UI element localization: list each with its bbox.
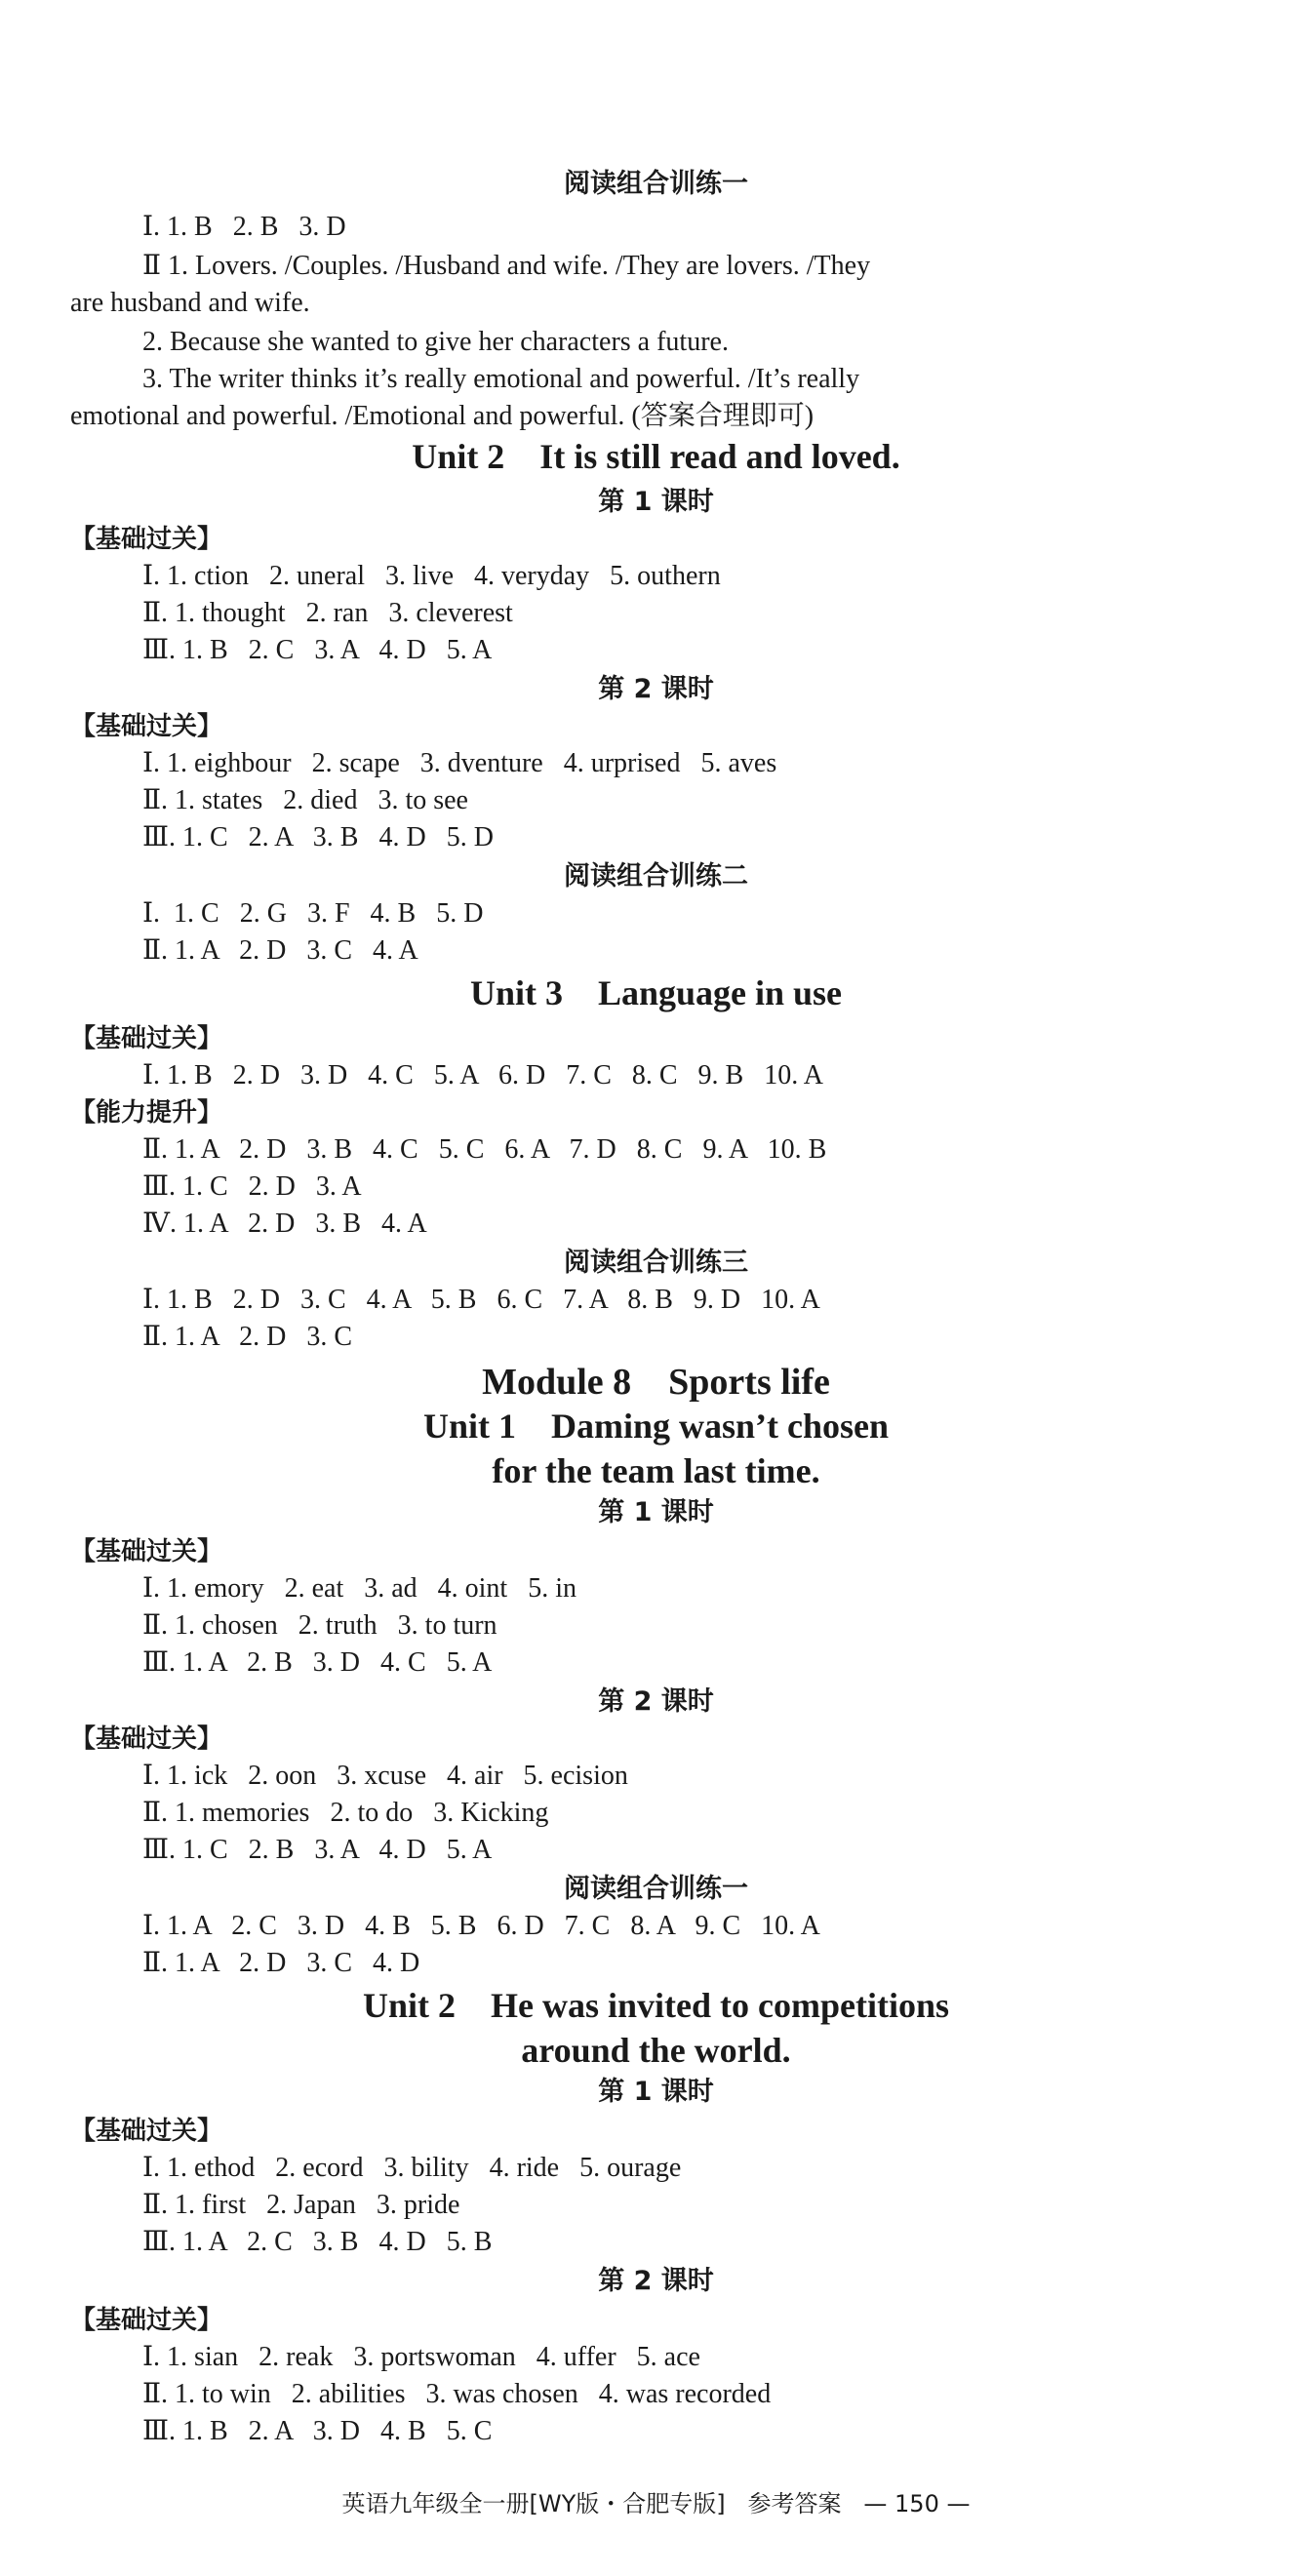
answer-line: Ⅰ. 1. ction 2. uneral 3. live 4. veryday 5. outhern	[142, 561, 721, 591]
answer-line: Ⅲ. 1. A 2. C 3. B 4. D 5. B	[142, 2227, 493, 2257]
answer-line: Ⅲ. 1. A 2. B 3. D 4. C 5. A	[142, 1647, 493, 1678]
category-label: 【基础过关】	[70, 1724, 223, 1754]
page-footer: 英语九年级全一册[WY版・合肥专版] 参考答案 — 150 —	[341, 2490, 971, 2517]
answer-line: Ⅰ. 1. sian 2. reak 3. portswoman 4. uffer 5. ace	[142, 2342, 700, 2372]
answer-line: Ⅲ. 1. C 2. B 3. A 4. D 5. A	[142, 1835, 493, 1865]
category-label: 【基础过关】	[70, 525, 223, 554]
section-heading: Module 8 Sports life	[482, 1362, 830, 1403]
answer-line: Ⅰ. 1. ethod 2. ecord 3. bility 4. ride 5. ourage	[142, 2153, 682, 2183]
answer-line: 3. The writer thinks it’s really emotional and powerful. /It’s really	[142, 364, 860, 394]
category-label: 【基础过关】	[70, 1024, 223, 1053]
answer-line: Ⅲ. 1. B 2. C 3. A 4. D 5. A	[142, 635, 493, 665]
answer-line: Ⅱ. 1. to win 2. abilities 3. was chosen 4. was recorded	[142, 2379, 772, 2409]
answer-line: Ⅱ. 1. thought 2. ran 3. cleverest	[142, 598, 513, 628]
subsection-heading: 第 2 课时	[598, 2266, 714, 2296]
section-heading: Unit 2 It is still read and loved.	[412, 437, 900, 476]
category-label: 【能力提升】	[70, 1098, 223, 1128]
category-label: 【基础过关】	[70, 712, 223, 741]
answer-line: Ⅱ. 1. chosen 2. truth 3. to turn	[142, 1610, 497, 1641]
answer-line: Ⅰ. 1. B 2. D 3. C 4. A 5. B 6. C 7. A 8. B 9. D 10. A	[142, 1285, 820, 1315]
answer-line: Ⅰ. 1. emory 2. eat 3. ad 4. oint 5. in	[142, 1573, 576, 1604]
answer-line: emotional and powerful. /Emotional and powerful. (答案合理即可)	[70, 401, 815, 431]
answer-line: Ⅱ 1. Lovers. /Couples. /Husband and wife. /They are lovers. /They	[142, 251, 871, 281]
answer-line: Ⅱ. 1. A 2. D 3. C 4. D	[142, 1948, 420, 1978]
subsection-heading: 第 2 课时	[598, 674, 714, 704]
answer-line: are husband and wife.	[70, 288, 310, 318]
answer-line: Ⅱ. 1. A 2. D 3. B 4. C 5. C 6. A 7. D 8. C 9. A 10. B	[142, 1134, 827, 1165]
category-label: 【基础过关】	[70, 2306, 223, 2335]
subsection-heading: 第 1 课时	[598, 487, 714, 517]
section-heading: around the world.	[521, 2031, 791, 2070]
answer-line: Ⅱ. 1. A 2. D 3. C 4. A	[142, 935, 418, 966]
answer-line: Ⅱ. 1. A 2. D 3. C	[142, 1322, 353, 1352]
answer-line: Ⅰ. 1. eighbour 2. scape 3. dventure 4. urprised 5. aves	[142, 748, 777, 778]
category-label: 【基础过关】	[70, 1537, 223, 1566]
answer-line: Ⅳ. 1. A 2. D 3. B 4. A	[142, 1209, 427, 1239]
answer-line: Ⅰ. 1. B 2. D 3. D 4. C 5. A 6. D 7. C 8. C 9. B 10. A	[142, 1060, 823, 1090]
answer-line: Ⅰ. 1. C 2. G 3. F 4. B 5. D	[142, 898, 484, 929]
answer-line: Ⅱ. 1. memories 2. to do 3. Kicking	[142, 1798, 549, 1828]
subsection-heading: 阅读组合训练一	[564, 169, 748, 199]
subsection-heading: 第 1 课时	[598, 2077, 714, 2107]
answer-line: Ⅰ. 1. ick 2. oon 3. xcuse 4. air 5. ecision	[142, 1761, 628, 1791]
subsection-heading: 第 2 课时	[598, 1686, 714, 1717]
section-heading: Unit 3 Language in use	[469, 973, 843, 1012]
section-heading: for the team last time.	[492, 1451, 820, 1490]
answer-line: Ⅱ. 1. states 2. died 3. to see	[142, 785, 468, 815]
answer-line: Ⅲ. 1. C 2. D 3. A	[142, 1171, 362, 1202]
answer-line: 2. Because she wanted to give her characters a future.	[142, 327, 729, 357]
answer-line: Ⅰ. 1. B 2. B 3. D	[142, 212, 346, 242]
subsection-heading: 第 1 课时	[598, 1497, 714, 1527]
answer-line: Ⅱ. 1. first 2. Japan 3. pride	[142, 2190, 460, 2220]
answer-line: Ⅲ. 1. C 2. A 3. B 4. D 5. D	[142, 822, 494, 852]
answer-line: Ⅰ. 1. A 2. C 3. D 4. B 5. B 6. D 7. C 8. A 9. C 10. A	[142, 1911, 820, 1941]
category-label: 【基础过关】	[70, 2117, 223, 2146]
subsection-heading: 阅读组合训练三	[564, 1248, 748, 1278]
section-heading: Unit 2 He was invited to competitions	[363, 1986, 949, 2025]
section-heading: Unit 1 Daming wasn’t chosen	[422, 1407, 890, 1446]
answer-line: Ⅲ. 1. B 2. A 3. D 4. B 5. C	[142, 2416, 493, 2446]
subsection-heading: 阅读组合训练一	[564, 1874, 748, 1904]
subsection-heading: 阅读组合训练二	[564, 861, 748, 892]
